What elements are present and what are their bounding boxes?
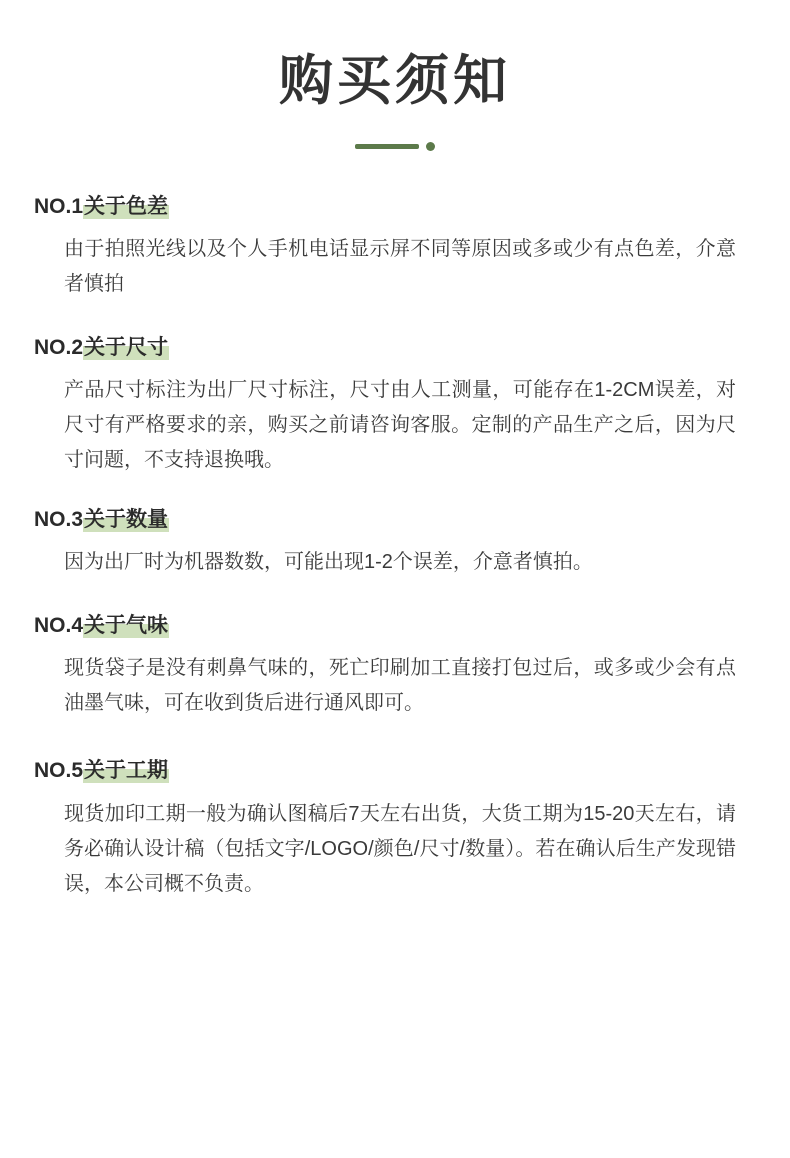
notice-section-2 — [34, 336, 756, 478]
section-1-body: 由于拍照光线以及个人手机电话显示屏不同等原因或多或少有点色差，介意者慎拍 — [64, 238, 736, 296]
section-5-number: NO.5 — [34, 759, 84, 783]
section-1-number: NO.1 — [34, 195, 84, 219]
page-title: 购买须知 — [279, 51, 511, 111]
section-5-heading — [34, 759, 169, 782]
title-divider — [34, 142, 756, 151]
section-2-body: 产品尺寸标注为出厂尺寸标注，尺寸由人工测量，可能存在1-2CM误差，对尺寸有严格要求的亲，购买之前请咨询客服。定制的产品生产之后，因为尺寸问题，不支持退换哦。 — [64, 379, 736, 472]
notice-section-4 — [34, 614, 756, 721]
notice-section-1 — [34, 195, 756, 302]
section-3-number: NO.3 — [34, 508, 84, 532]
divider-bar — [355, 144, 419, 149]
section-3-body: 因为出厂时为机器数数，可能出现1-2个误差，介意者慎拍。 — [64, 551, 593, 574]
section-1-heading — [34, 195, 169, 218]
section-4-heading — [34, 614, 169, 637]
divider-dot — [426, 142, 435, 151]
section-3-title: 关于数量 — [84, 508, 169, 532]
section-4-number: NO.4 — [34, 614, 84, 638]
section-2-title: 关于尺寸 — [84, 336, 169, 360]
section-1-title: 关于色差 — [84, 195, 169, 219]
section-5-title: 关于工期 — [84, 759, 169, 783]
section-2-number: NO.2 — [34, 336, 84, 360]
section-4-title: 关于气味 — [84, 614, 169, 638]
notice-section-5 — [34, 759, 756, 901]
section-4-body: 现货袋子是没有刺鼻气味的，死亡印刷加工直接打包过后，或多或少会有点油墨气味，可在收到货后进行通风即可。 — [64, 657, 736, 715]
notice-section-3 — [34, 508, 756, 580]
section-3-heading — [34, 508, 169, 531]
section-2-heading — [34, 336, 169, 359]
section-5-body: 现货加印工期一般为确认图稿后7天左右出货，大货工期为15-20天左右，请务必确认设计稿（包括文字/LOGO/颜色/尺寸/数量）。若在确认后生产发现错误，本公司概不负责。 — [64, 802, 736, 895]
